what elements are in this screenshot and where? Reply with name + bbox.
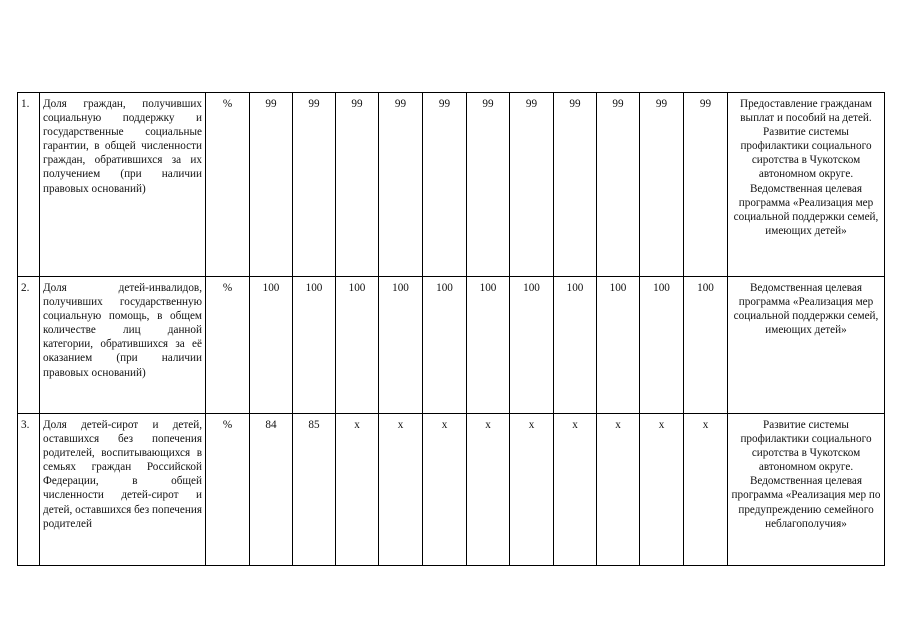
- value-cell: 99: [379, 93, 423, 277]
- value-cell: 100: [554, 277, 597, 414]
- value-cell: 99: [684, 93, 728, 277]
- value-cell: x: [423, 414, 467, 566]
- table-row: [18, 277, 885, 414]
- value-cell: 99: [640, 93, 684, 277]
- unit-cell: %: [206, 414, 250, 566]
- value-cell: 99: [467, 93, 510, 277]
- value-cell: 99: [554, 93, 597, 277]
- value-cell: 99: [423, 93, 467, 277]
- row-number: 3.: [18, 414, 40, 566]
- value-cell: 99: [336, 93, 379, 277]
- value-cell: 100: [510, 277, 554, 414]
- value-cell: 99: [510, 93, 554, 277]
- value-cell: 99: [597, 93, 640, 277]
- value-cell: 100: [597, 277, 640, 414]
- program-description: Предоставление гражданам выплат и пособий на детей. Развитие системы профилактики социального сиротства в Чукотском автономном округе. Ведомственная целевая программа «Реализация мер социальной поддержки семей, имеющих детей»: [728, 93, 885, 277]
- value-cell: 100: [467, 277, 510, 414]
- value-cell: 85: [293, 414, 336, 566]
- row-number: 1.: [18, 93, 40, 277]
- value-cell: x: [640, 414, 684, 566]
- value-cell: 99: [293, 93, 336, 277]
- value-cell: x: [467, 414, 510, 566]
- indicator-description: Доля граждан, получивших социальную поддержку и государственные социальные гарантии, в общей численности граждан, обратившихся за их получением (при наличии правовых оснований): [40, 93, 206, 277]
- value-cell: 100: [336, 277, 379, 414]
- value-cell: 100: [379, 277, 423, 414]
- value-cell: x: [510, 414, 554, 566]
- row-number: 2.: [18, 277, 40, 414]
- value-cell: 100: [684, 277, 728, 414]
- program-description: Ведомственная целевая программа «Реализация мер социальной поддержки семей, имеющих детей»: [728, 277, 885, 414]
- unit-cell: %: [206, 93, 250, 277]
- indicator-description: Доля детей-сирот и детей, оставшихся без попечения родителей, воспитывающихся в семьях граждан Российской Федерации, в общей численности детей-сирот и детей, оставшихся без попечения родителей: [40, 414, 206, 566]
- program-description: Развитие системы профилактики социального сиротства в Чукотском автономном округе. Ведомственная целевая программа «Реализация мер по предупреждению семейного неблагополучия»: [728, 414, 885, 566]
- value-cell: x: [379, 414, 423, 566]
- value-cell: x: [684, 414, 728, 566]
- value-cell: 100: [423, 277, 467, 414]
- value-cell: x: [336, 414, 379, 566]
- table-row: [18, 414, 885, 566]
- table-row: [18, 93, 885, 277]
- value-cell: 100: [640, 277, 684, 414]
- value-cell: 100: [250, 277, 293, 414]
- value-cell: 100: [293, 277, 336, 414]
- value-cell: x: [554, 414, 597, 566]
- value-cell: x: [597, 414, 640, 566]
- indicator-description: Доля детей-инвалидов, получивших государственную социальную помощь, в общем количестве лиц данной категории, обратившихся за её оказанием (при наличии правовых оснований): [40, 277, 206, 414]
- indicators-table: [17, 92, 885, 566]
- value-cell: 99: [250, 93, 293, 277]
- unit-cell: %: [206, 277, 250, 414]
- value-cell: 84: [250, 414, 293, 566]
